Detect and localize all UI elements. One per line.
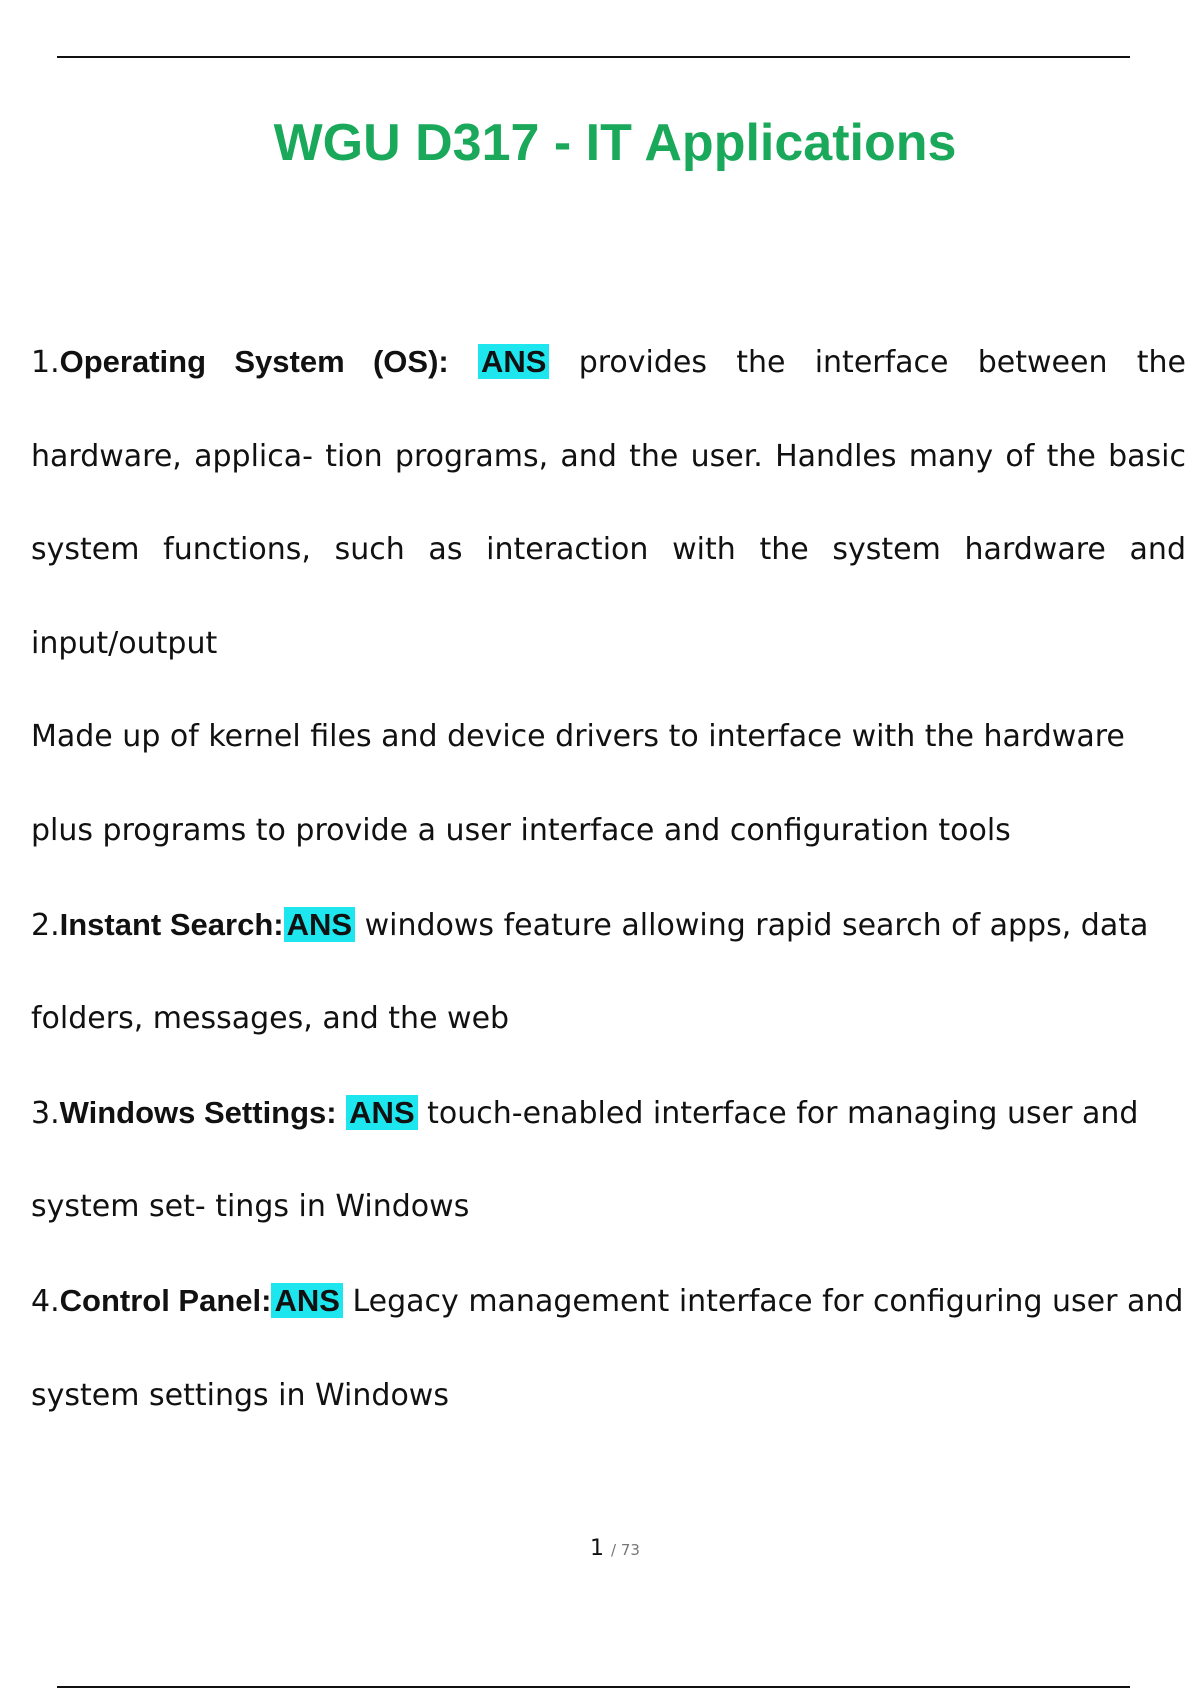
entry-1 — [31, 315, 1186, 690]
entry-1-extra: Made up of kernel files and device drivers to interface with the hardware plus programs to provide a user interface and configuration tools — [31, 719, 1125, 848]
entry-definition: windows feature allowing rapid search of apps, data folders, messages, and the web — [31, 907, 1149, 1037]
entry-number: 2. — [31, 907, 60, 943]
entry-number: 4. — [31, 1283, 60, 1319]
entry-4 — [31, 1254, 1186, 1442]
page-total: / 73 — [611, 1541, 640, 1559]
entry-term: Instant Search: — [59, 906, 284, 942]
entry-3 — [31, 1066, 1186, 1254]
entry-definition: Legacy management interface for configuring user and system settings in Windows — [31, 1283, 1184, 1413]
entry-definition: provides the interface between the hardware, applica- tion programs, and the user. Handles many of the basic system functions, such as interaction with the system hardware and input/output — [31, 345, 1186, 661]
entry-definition: touch-enabled interface for managing user and system set- tings in Windows — [31, 1095, 1139, 1225]
entry-term: Control Panel: — [59, 1282, 272, 1318]
entry-2 — [31, 878, 1186, 1066]
answer-highlight: ANS — [284, 907, 355, 942]
entry-term: Windows Settings: — [59, 1094, 337, 1130]
top-rule — [57, 56, 1130, 58]
entry-number: 3. — [31, 1095, 60, 1131]
page-current: 1 — [590, 1536, 605, 1561]
answer-highlight: ANS — [478, 344, 549, 379]
document-title: WGU D317 - IT Applications — [273, 114, 957, 172]
document-body — [31, 315, 1186, 1442]
answer-highlight: ANS — [271, 1283, 342, 1318]
entry-number: 1. — [31, 345, 60, 380]
page-number — [0, 1536, 1200, 1561]
bottom-rule — [57, 1686, 1130, 1688]
entry-term: Operating System (OS): — [59, 344, 449, 379]
answer-highlight: ANS — [346, 1095, 417, 1130]
